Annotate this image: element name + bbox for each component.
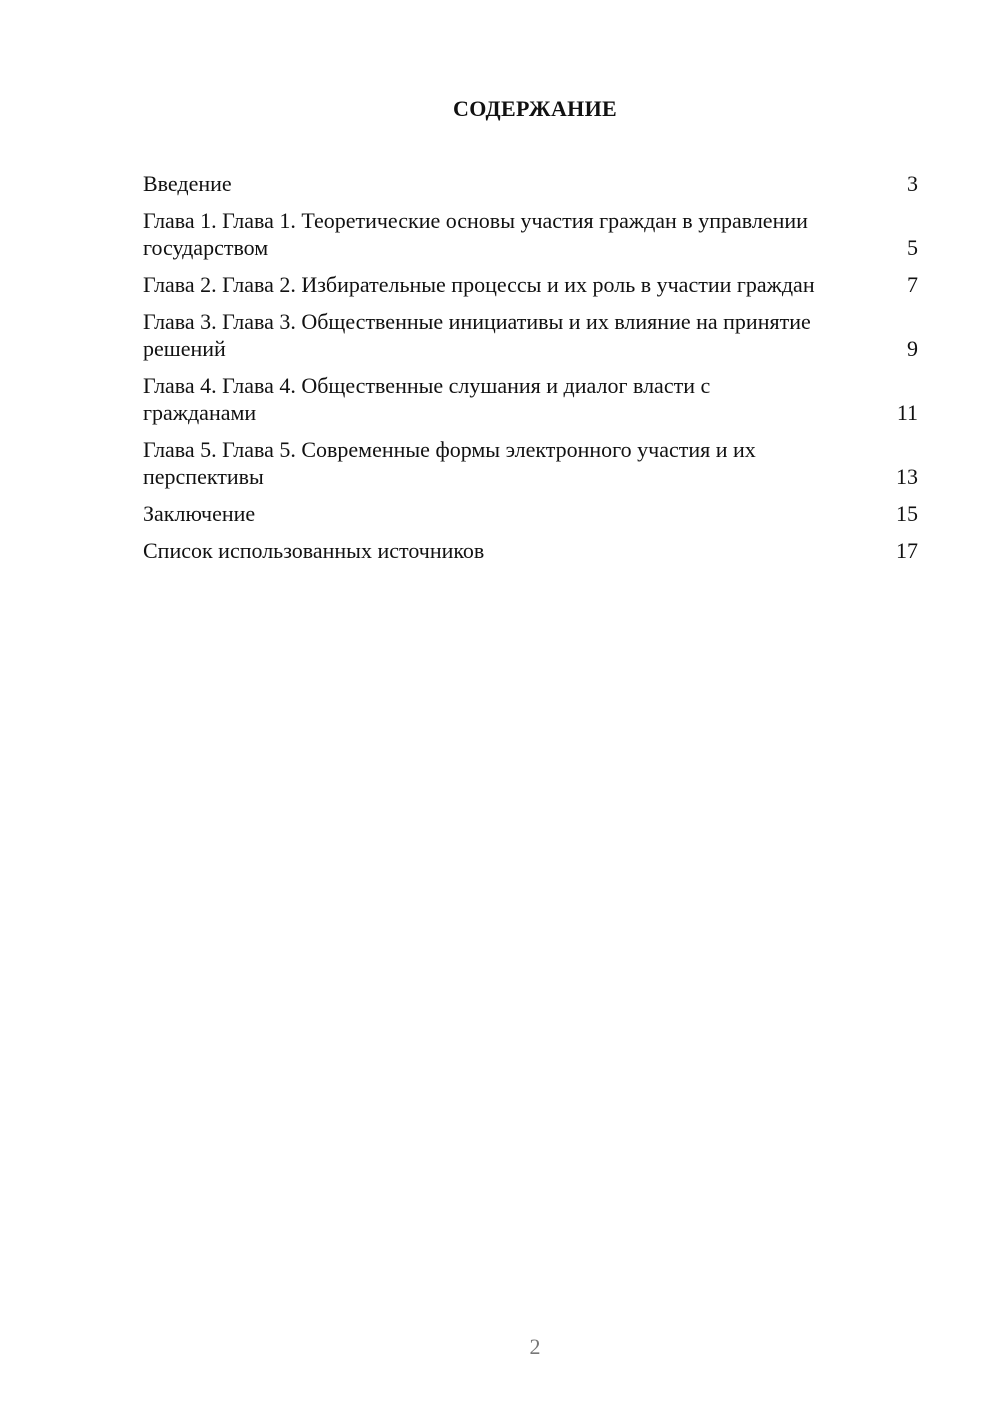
page-number: 2 [529, 1334, 541, 1359]
toc-entry-page: 7 [907, 272, 918, 297]
toc-entry-page: 11 [896, 400, 918, 425]
toc-entry-label: Глава 4. Глава 4. Общественные слушания и диалог власти с гражданами [143, 373, 711, 425]
toc-entry-page: 5 [907, 235, 918, 260]
toc-entry-introduction [143, 170, 918, 197]
toc-entry-label: Глава 3. Глава 3. Общественные инициативы и их влияние на принятие решений [143, 309, 811, 361]
toc-entry-label: Глава 5. Глава 5. Современные формы электронного участия и их перспективы [143, 437, 756, 489]
toc-entry-page: 17 [896, 538, 918, 563]
table-of-contents [143, 170, 918, 574]
toc-entry-conclusion [143, 500, 918, 527]
toc-entry-chapter-5 [143, 436, 918, 490]
toc-entry-chapter-1 [143, 207, 918, 261]
toc-entry-label: Список использованных источников [143, 538, 485, 563]
toc-entry-label: Введение [143, 171, 232, 196]
toc-entry-label: Глава 2. Глава 2. Избирательные процессы и их роль в участии граждан [143, 272, 815, 297]
toc-entry-page: 15 [896, 501, 918, 526]
toc-entry-page: 3 [907, 171, 918, 196]
toc-entry-page: 9 [907, 336, 918, 361]
toc-entry-label: Глава 1. Глава 1. Теоретические основы участия граждан в управлении государством [143, 208, 808, 260]
page-title: СОДЕРЖАНИЕ [453, 96, 617, 121]
toc-entry-chapter-4 [143, 372, 918, 426]
toc-entry-chapter-3 [143, 308, 918, 362]
toc-entry-chapter-2 [143, 271, 918, 298]
toc-entry-label: Заключение [143, 501, 256, 526]
toc-entry-references [143, 537, 918, 564]
toc-entry-page: 13 [896, 464, 918, 489]
